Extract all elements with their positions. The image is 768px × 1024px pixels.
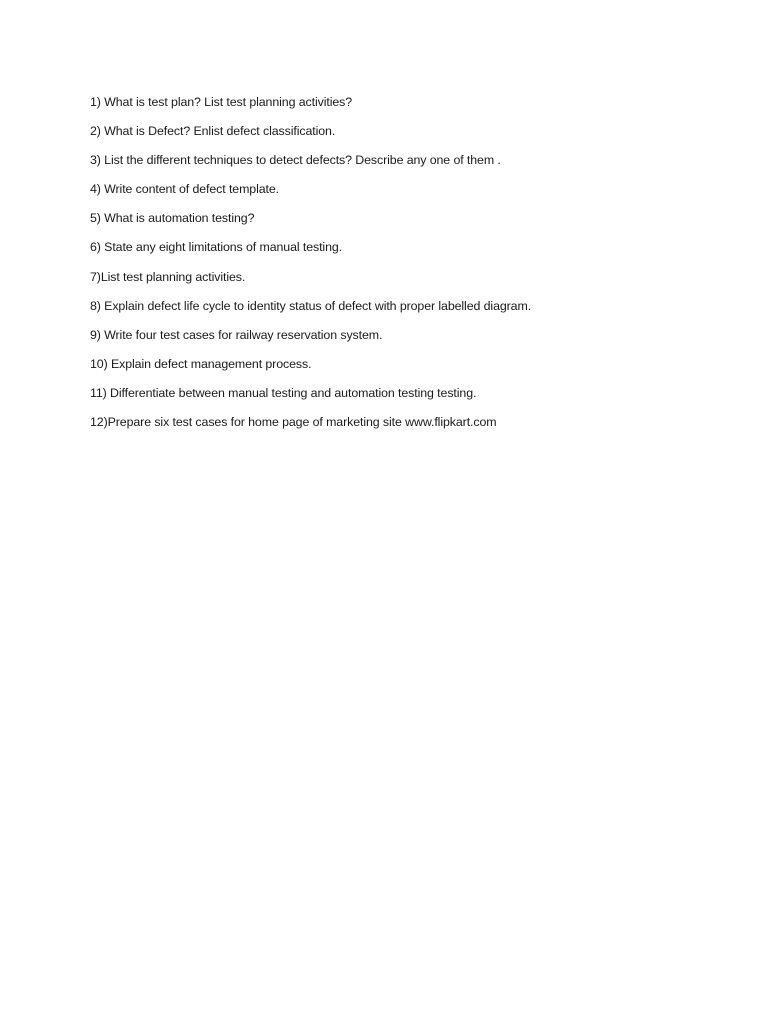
question-list [90, 93, 730, 442]
question-item: 12)Prepare six test cases for home page of marketing site www.flipkart.com [90, 415, 497, 430]
question-item: 10) Explain defect management process. [90, 356, 312, 371]
question-item: 9) Write four test cases for railway reservation system. [90, 327, 383, 342]
question-item: 5) What is automation testing? [90, 211, 255, 226]
question-item: 8) Explain defect life cycle to identity status of defect with proper labelled diagram. [90, 298, 532, 313]
question-item: 6) State any eight limitations of manual testing. [90, 240, 343, 255]
question-item: 4) Write content of defect template. [90, 182, 280, 197]
question-item: 1) What is test plan? List test planning activities? [90, 95, 353, 109]
question-item: 11) Differentiate between manual testing and automation testing testing. [90, 385, 477, 400]
question-item: 2) What is Defect? Enlist defect classification. [90, 124, 336, 139]
question-item: 3) List the different techniques to detect defects? Describe any one of them . [90, 153, 501, 168]
question-item: 7)List test planning activities. [90, 269, 246, 284]
